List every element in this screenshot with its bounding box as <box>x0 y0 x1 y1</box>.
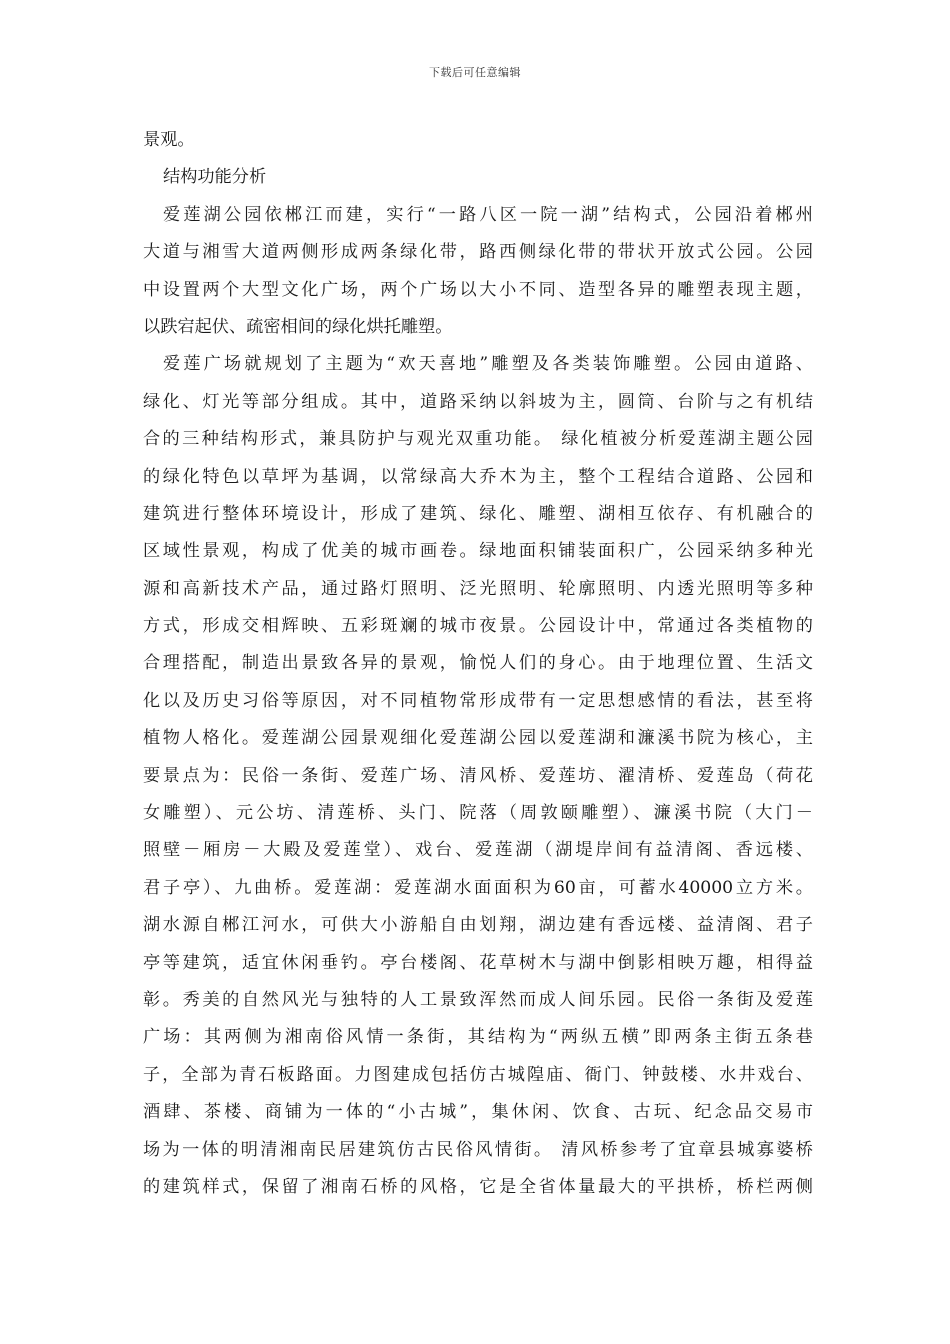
text-line: 合的三种结构形式，兼具防护与观光双重功能。 绿化植被分析爱莲湖主题公园 <box>143 429 813 450</box>
page-header: 下载后可任意编辑 <box>429 66 521 79</box>
body-text <box>143 122 813 1206</box>
text-line: 湖水源自郴江河水，可供大小游船自由划翔，湖边建有香远楼、益清阁、君子 <box>143 915 813 936</box>
text-line: 化以及历史习俗等原因，对不同植物常形成带有一定思想感情的看法，甚至将 <box>143 690 813 711</box>
text-line: 广场：其两侧为湘南俗风情一条街，其结构为“两纵五横”即两条主街五条巷 <box>143 1027 813 1048</box>
text-line: 酒肆、茶楼、商铺为一体的“小古城”，集休闲、饮食、古玩、纪念品交易市 <box>143 1102 813 1123</box>
text-line: 君子亭）、九曲桥。爱莲湖：爱莲湖水面面积为60亩，可蓄水40000立方米。 <box>143 877 813 898</box>
text-line: 女雕塑）、元公坊、清莲桥、头门、院落（周敦颐雕塑）、濂溪书院（大门－ <box>143 803 813 824</box>
text-line: 合理搭配，制造出景致各异的景观，愉悦人们的身心。由于地理位置、生活文 <box>143 653 813 674</box>
text-line: 照壁－厢房－大殿及爱莲堂）、戏台、爱莲湖（湖堤岸间有益清阁、香远楼、 <box>143 840 813 861</box>
text-line: 的建筑样式，保留了湘南石桥的风格，它是全省体量最大的平拱桥，桥栏两侧 <box>143 1176 813 1197</box>
text-line: 亭等建筑，适宜休闲垂钓。亭台楼阁、花草树木与湖中倒影相映万趣，相得益 <box>143 952 813 973</box>
text-line: 场为一体的明清湘南民居建筑仿古民俗风情街。 清风桥参考了宜章县城寡婆桥 <box>143 1139 813 1160</box>
text-line: 的绿化特色以草坪为基调，以常绿高大乔木为主，整个工程结合道路、公园和 <box>143 466 813 487</box>
text-line: 爱莲广场就规划了主题为“欢天喜地”雕塑及各类装饰雕塑。公园由道路、 <box>163 354 813 375</box>
text-line: 要景点为：民俗一条街、爱莲广场、清风桥、爱莲坊、濯清桥、爱莲岛（荷花 <box>143 765 813 786</box>
text-line: 子，全部为青石板路面。力图建成包括仿古城隍庙、衙门、钟鼓楼、水井戏台、 <box>143 1064 813 1085</box>
section-heading: 结构功能分析 <box>163 167 267 188</box>
text-line: 景观。 <box>143 130 195 150</box>
text-line: 方式，形成交相辉映、五彩斑斓的城市夜景。公园设计中，常通过各类植物的 <box>143 616 813 637</box>
text-line: 植物人格化。爱莲湖公园景观细化爱莲湖公园以爱莲湖和濂溪书院为核心，主 <box>143 728 813 749</box>
text-line: 源和高新技术产品，通过路灯照明、泛光照明、轮廓照明、内透光照明等多种 <box>143 578 813 599</box>
text-line: 彰。秀美的自然风光与独特的人工景致浑然而成人间乐园。民俗一条街及爱莲 <box>143 989 813 1010</box>
text-line: 爱莲湖公园依郴江而建，实行“一路八区一院一湖”结构式，公园沿着郴州 <box>163 204 813 225</box>
text-line: 建筑进行整体环境设计，形成了建筑、绿化、雕塑、湖相互依存、有机融合的 <box>143 503 813 524</box>
text-line: 区域性景观，构成了优美的城市画卷。绿地面积铺装面积广，公园采纳多种光 <box>143 541 813 562</box>
text-line: 以跌宕起伏、疏密相间的绿化烘托雕塑。 <box>143 316 453 337</box>
text-line: 大道与湘雪大道两侧形成两条绿化带，路西侧绿化带的带状开放式公园。公园 <box>143 242 813 263</box>
text-line: 中设置两个大型文化广场，两个广场以大小不同、造型各异的雕塑表现主题， <box>143 279 813 300</box>
text-line: 绿化、灯光等部分组成。其中，道路采纳以斜坡为主，圆筒、台阶与之有机结 <box>143 391 813 412</box>
